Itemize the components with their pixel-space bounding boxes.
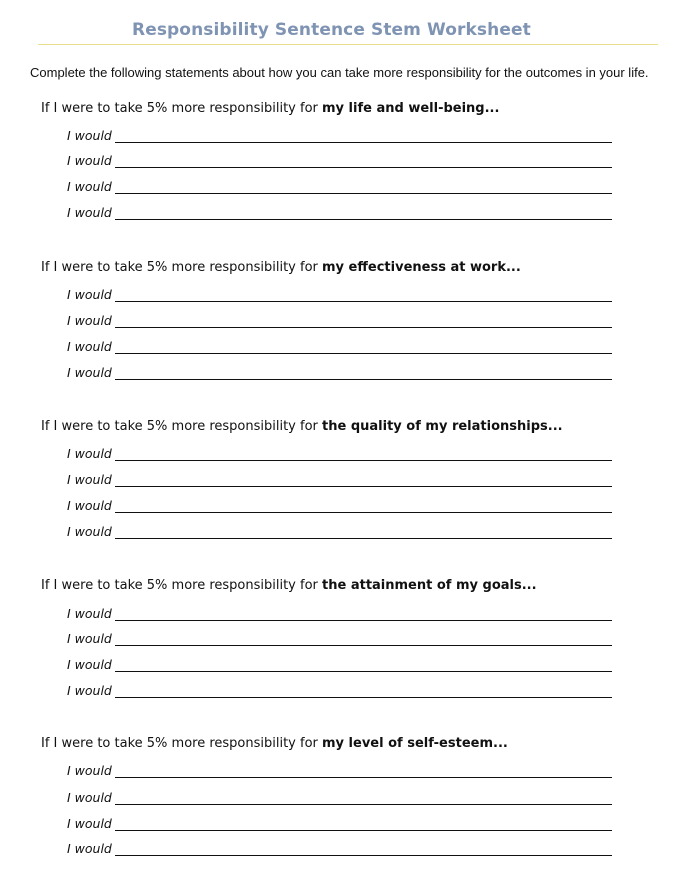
section-self-esteem [41,736,661,856]
answer-label: I would [67,365,112,380]
answer-blank[interactable] [115,512,612,513]
answer-blank[interactable] [115,855,612,856]
answer-line[interactable] [67,683,612,699]
answer-label: I would [67,841,112,856]
answer-line[interactable] [67,153,612,169]
prompt-emphasis: my life and well-being... [322,101,500,116]
answer-blank[interactable] [115,193,612,194]
answer-blank[interactable] [115,804,612,805]
answer-label: I would [67,472,112,487]
answer-blank[interactable] [115,777,612,778]
answer-line[interactable] [67,179,612,195]
answer-blank[interactable] [115,620,612,621]
section-prompt [41,101,661,117]
answer-line[interactable] [67,841,612,857]
prompt-emphasis: my level of self-esteem... [322,736,508,751]
answer-line[interactable] [67,606,612,622]
prompt-prefix: If I were to take 5% more responsibility for [41,419,323,434]
answer-line[interactable] [67,287,612,303]
answer-label: I would [67,446,112,461]
worksheet-title: Responsibility Sentence Stem Worksheet [132,20,531,40]
answer-blank[interactable] [115,142,612,143]
answer-label: I would [67,790,112,805]
answer-line[interactable] [67,524,612,540]
answer-line[interactable] [67,128,612,144]
answer-line[interactable] [67,631,612,647]
answer-line[interactable] [67,498,612,514]
prompt-emphasis: my effectiveness at work... [322,260,521,275]
answer-blank[interactable] [115,645,612,646]
section-relationships [41,419,661,539]
title-underline [38,44,658,45]
answer-line[interactable] [67,313,612,329]
answer-line[interactable] [67,472,612,488]
answer-label: I would [67,205,112,220]
answer-label: I would [67,524,112,539]
answer-blank[interactable] [115,486,612,487]
answer-blank[interactable] [115,301,612,302]
answer-blank[interactable] [115,671,612,672]
answer-line[interactable] [67,365,612,381]
answer-line[interactable] [67,763,612,779]
prompt-emphasis: the attainment of my goals... [322,578,537,593]
answer-label: I would [67,339,112,354]
prompt-prefix: If I were to take 5% more responsibility for [41,736,323,751]
answer-label: I would [67,631,112,646]
answer-label: I would [67,128,112,143]
answer-blank[interactable] [115,327,612,328]
answer-label: I would [67,498,112,513]
section-life-wellbeing [41,101,661,220]
answer-label: I would [67,606,112,621]
prompt-prefix: If I were to take 5% more responsibility for [41,578,323,593]
section-work-effectiveness [41,260,661,380]
answer-line[interactable] [67,339,612,355]
answer-blank[interactable] [115,167,612,168]
answer-blank[interactable] [115,830,612,831]
prompt-emphasis: the quality of my relationships... [322,419,563,434]
section-goals [41,578,661,698]
answer-line[interactable] [67,205,612,221]
answer-blank[interactable] [115,219,612,220]
answer-label: I would [67,657,112,672]
answer-label: I would [67,763,112,778]
answer-label: I would [67,816,112,831]
answer-blank[interactable] [115,379,612,380]
answer-blank[interactable] [115,697,612,698]
answer-blank[interactable] [115,353,612,354]
answer-line[interactable] [67,657,612,673]
answer-blank[interactable] [115,538,612,539]
answer-label: I would [67,313,112,328]
prompt-prefix: If I were to take 5% more responsibility for [41,101,323,116]
answer-line[interactable] [67,816,612,832]
answer-line[interactable] [67,446,612,462]
answer-label: I would [67,153,112,168]
worksheet-instructions: Complete the following statements about how you can take more responsibility for the outcomes in your life. [30,65,649,80]
answer-blank[interactable] [115,460,612,461]
section-prompt [41,578,661,594]
answer-label: I would [67,683,112,698]
section-prompt [41,260,661,276]
prompt-prefix: If I were to take 5% more responsibility for [41,260,323,275]
answer-line[interactable] [67,790,612,806]
answer-label: I would [67,287,112,302]
answer-label: I would [67,179,112,194]
section-prompt [41,736,661,752]
section-prompt [41,419,661,435]
